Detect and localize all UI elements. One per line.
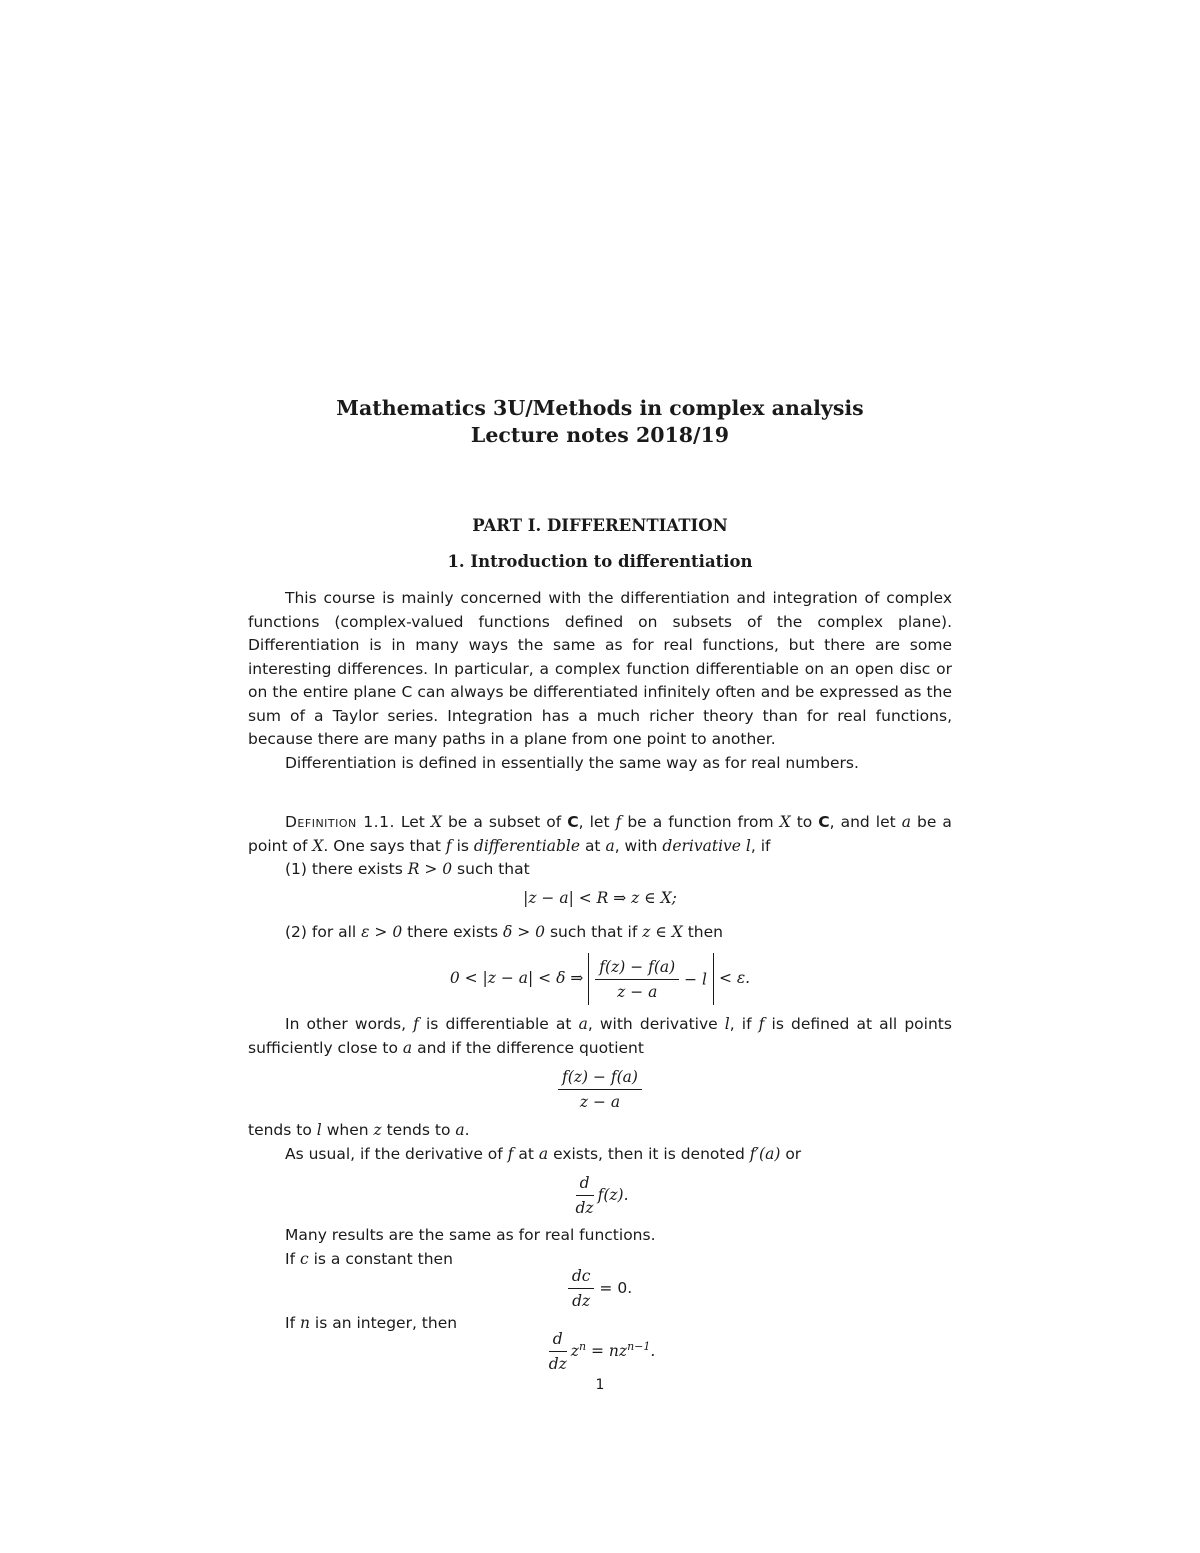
defined-paragraph: Differentiation is defined in essentially the same way as for real numbers. [285,753,859,772]
intro-section [248,587,952,775]
definition-label: Definition 1.1. [285,813,395,831]
differentiable-term: differentiable [473,836,580,855]
results-block [248,1224,952,1271]
tends-line: tends to l when z tends to a. [248,1121,470,1139]
absolute-value: $\frac{f(z) - f(a)}{z - a}$ − l [588,953,714,1005]
section-heading: 1. Introduction to differentiation [447,552,753,571]
intro-paragraph: This course is mainly concerned with the differentiation and integration of complex functions (complex-valued functions defined on subsets of the complex plane). Differentiation is in many ways the same as for real functions, but there are some interesting differences. In particular, a complex function differentiable on an open disc or on the entire plane C can always be differentiated infinitely often and be expressed as the sum of a Taylor series. Integration has a much richer theory than for real functions, because there are many paths in a plane from one point to another. [248,589,952,748]
page-number: 1 [595,1377,605,1393]
usual-line: As usual, if the derivative of f at a exists, then it is denoted f′(a) or [285,1144,802,1163]
condition-2-block [248,921,952,945]
constant-line: If c is a constant then [285,1249,453,1268]
derivative-notation: $\frac{d}{dz}$ f(z). [575,1174,629,1217]
other-words-paragraph: In other words, f is differentiable at a, with derivative l, if f is defined at all points sufficiently close to a and if the difference quotient [248,1015,952,1057]
title-line-1: Mathematics 3U/Methods in complex analysis [336,396,864,420]
equation-2: 0 < |z − a| < δ ⇒ $\frac{f(z) - f(a)}{z - a}$ − l < ε. [248,950,952,1006]
many-results-line: Many results are the same as for real functions. [285,1226,656,1244]
condition-1: (1) there exists R > 0 such that [285,860,530,878]
document-title [0,395,1200,449]
part-heading: PART I. DIFFERENTIATION [472,516,728,535]
condition-2: (2) for all ε > 0 there exists δ > 0 such that if z ∈ X then [285,923,723,941]
title-line-2: Lecture notes 2018/19 [470,423,730,447]
definition-block [248,811,952,882]
derivative-term: derivative [662,836,741,855]
difference-quotient: $\frac{f(z) - f(a)}{z - a}$ [248,1066,952,1113]
definition-paragraph: Definition 1.1. Let X be a subset of C, let f be a function from X to C, and let a be a point of X. One says that f is differentiable at a, with derivative l, if [248,813,952,855]
equation-1: |z − a| < R ⇒ z ∈ X; [523,889,677,907]
tends-block [248,1119,952,1166]
other-words-block [248,1013,952,1060]
constant-derivative: $\frac{dc}{dz}$ = 0. [248,1265,952,1312]
integer-line: If n is an integer, then [285,1314,458,1332]
difference-fraction: $\frac{f(z) - f(a)}{z - a}$ [595,956,679,1003]
power-rule: $\frac{d}{dz}$ $z^n = nz^{n-1}$. [548,1330,656,1373]
